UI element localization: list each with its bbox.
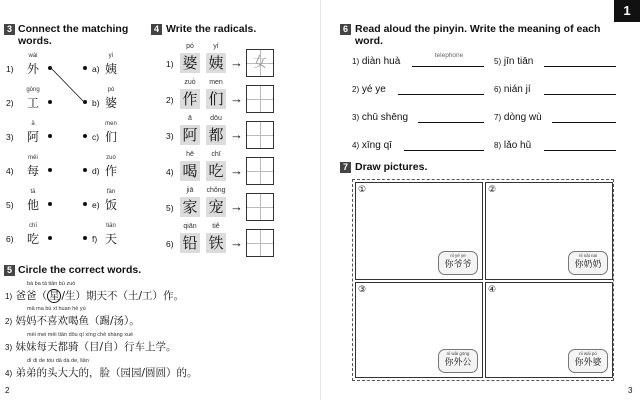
radical-answer-box[interactable] bbox=[246, 121, 274, 149]
match-dot[interactable] bbox=[83, 66, 87, 70]
char-cell: 铅 bbox=[180, 233, 200, 253]
sentence-text bbox=[5, 365, 198, 380]
char-cell: 作 bbox=[180, 89, 200, 109]
char-cell: 宠 bbox=[206, 197, 226, 217]
item-number: 1) bbox=[6, 64, 14, 74]
char-cell: 吃 bbox=[206, 161, 226, 181]
drawing-cell[interactable] bbox=[355, 182, 483, 280]
item-number: 5) bbox=[494, 57, 502, 66]
bubble-characters: 你外婆 bbox=[574, 358, 602, 368]
item-pinyin: zuò bbox=[106, 155, 116, 161]
sentence-part: 爸爸（ bbox=[15, 290, 47, 302]
bubble-pinyin: nǐ yé ye bbox=[450, 253, 466, 258]
item-number: 3) bbox=[352, 113, 360, 122]
row-number: 6) bbox=[166, 239, 174, 249]
match-dot[interactable] bbox=[83, 100, 87, 104]
meaning-answer-line[interactable] bbox=[398, 94, 484, 95]
section-5-number: 5 bbox=[4, 265, 15, 276]
meaning-answer-line[interactable] bbox=[404, 150, 484, 151]
item-pinyin: pó bbox=[107, 87, 115, 93]
bubble-characters: 你奶奶 bbox=[574, 260, 602, 270]
drawing-cell[interactable] bbox=[485, 282, 613, 378]
item-pinyin: gōng bbox=[26, 87, 40, 93]
pinyin-word: jīn tiān bbox=[503, 56, 534, 67]
char-pinyin: yí bbox=[213, 43, 219, 50]
item-number: 2) bbox=[6, 98, 14, 108]
item-character: 外 bbox=[27, 62, 40, 76]
sentence-number: 3) bbox=[5, 343, 13, 352]
match-dot[interactable] bbox=[83, 236, 87, 240]
item-character: 每 bbox=[27, 164, 40, 178]
meaning-answer-line[interactable] bbox=[544, 66, 616, 67]
sentence-number: 4) bbox=[5, 369, 13, 378]
char-cell: 喝 bbox=[180, 161, 200, 181]
sentence-pinyin: dì di de tóu dà dà de, liǎn bbox=[27, 358, 89, 364]
section-6-title-line2: word. bbox=[355, 35, 383, 47]
char-cell: 都 bbox=[206, 125, 226, 145]
match-dot[interactable] bbox=[48, 236, 52, 240]
radical-answer: 女 bbox=[253, 55, 267, 71]
char-pinyin: chī bbox=[211, 151, 221, 158]
char-pinyin: hē bbox=[186, 151, 194, 158]
item-number: 6) bbox=[6, 234, 14, 244]
meaning-answer-line[interactable] bbox=[544, 94, 616, 95]
radical-answer-box[interactable] bbox=[246, 85, 274, 113]
item-pinyin: ā bbox=[31, 121, 35, 127]
item-letter: f) bbox=[92, 234, 98, 244]
bubble-characters: 你爷爷 bbox=[444, 260, 472, 270]
item-pinyin: wài bbox=[28, 53, 38, 59]
item-number: 7) bbox=[494, 113, 502, 122]
item-letter: b) bbox=[92, 98, 100, 108]
section-6-title bbox=[355, 23, 600, 47]
section-4-title: Write the radicals. bbox=[166, 23, 257, 35]
bubble-characters: 你外公 bbox=[444, 358, 472, 368]
item-character: 工 bbox=[27, 96, 40, 110]
match-dot[interactable] bbox=[48, 134, 52, 138]
cell-number: ④ bbox=[488, 284, 497, 294]
item-character: 饭 bbox=[105, 198, 118, 212]
char-cell: 家 bbox=[180, 197, 200, 217]
speech-bubble bbox=[438, 251, 478, 275]
row-number: 3) bbox=[166, 131, 174, 141]
section-6-title-line1: Read aloud the pinyin. Write the meaning of each bbox=[355, 23, 601, 35]
cell-number: ① bbox=[358, 184, 367, 194]
match-dot[interactable] bbox=[48, 168, 52, 172]
radical-answer-box[interactable] bbox=[246, 49, 274, 77]
match-dot[interactable] bbox=[83, 168, 87, 172]
item-letter: c) bbox=[92, 132, 100, 142]
item-character: 婆 bbox=[105, 96, 118, 110]
pinyin-word: nián jí bbox=[503, 84, 531, 95]
section-6-number: 6 bbox=[340, 24, 351, 35]
item-number: 1) bbox=[352, 57, 360, 66]
row-number: 4) bbox=[166, 167, 174, 177]
pinyin-item bbox=[494, 112, 542, 123]
char-pinyin: chǒng bbox=[206, 187, 226, 194]
char-pinyin: ā bbox=[188, 115, 192, 122]
item-number: 2) bbox=[352, 85, 360, 94]
char-cell: 们 bbox=[206, 89, 226, 109]
item-pinyin: tā bbox=[30, 189, 36, 195]
item-number: 6) bbox=[494, 85, 502, 94]
item-character: 阿 bbox=[27, 130, 40, 144]
arrow-icon: → bbox=[230, 127, 243, 142]
pinyin-word: chū shēng bbox=[361, 112, 409, 123]
item-character: 他 bbox=[27, 198, 40, 212]
pinyin-item bbox=[352, 140, 392, 151]
pinyin-word: dòng wù bbox=[503, 112, 542, 123]
radical-answer-box[interactable] bbox=[246, 229, 274, 257]
arrow-icon: → bbox=[230, 55, 243, 70]
speech-bubble bbox=[438, 349, 478, 373]
section-3-title-line1: Connect the matching bbox=[18, 23, 129, 35]
item-letter: e) bbox=[92, 200, 100, 210]
row-number: 1) bbox=[166, 59, 174, 69]
pinyin-item bbox=[352, 84, 386, 95]
pinyin-item bbox=[352, 112, 408, 123]
pinyin-word: xīng qī bbox=[361, 140, 392, 151]
section-3-title-line2: words. bbox=[18, 35, 52, 47]
page-number-right: 3 bbox=[628, 386, 633, 395]
sentence-pinyin: bà ba tā tiān bù zuò bbox=[27, 281, 76, 287]
meaning-answer-line[interactable] bbox=[544, 150, 616, 151]
sentence-number: 1) bbox=[5, 292, 13, 301]
sentence-part: /生）期天不（土/工）作。 bbox=[61, 290, 185, 302]
pinyin-word: yé ye bbox=[361, 84, 386, 95]
match-dot[interactable] bbox=[83, 134, 87, 138]
sentence-part[interactable]: 弟弟的头大大的，脸（园园/圆圆）的。 bbox=[15, 367, 198, 379]
unit-tab: 1 bbox=[614, 0, 640, 22]
match-dot[interactable] bbox=[83, 202, 87, 206]
row-number: 5) bbox=[166, 203, 174, 213]
char-pinyin: jiā bbox=[186, 187, 194, 194]
char-pinyin: qiān bbox=[183, 223, 197, 230]
item-pinyin: tiān bbox=[106, 223, 116, 229]
sentence-part[interactable]: 妹妹每天都骑（目/自）行车上学。 bbox=[15, 341, 177, 353]
char-cell: 婆 bbox=[180, 53, 200, 73]
sentence-pinyin: mā ma bù xǐ huan hē yú bbox=[27, 306, 86, 312]
pinyin-item bbox=[494, 84, 531, 95]
char-pinyin: tiě bbox=[212, 223, 220, 230]
section-7-number: 7 bbox=[340, 162, 351, 173]
arrow-icon: → bbox=[230, 91, 243, 106]
sentence-part[interactable]: 妈妈不喜欢喝鱼（踢/汤）。 bbox=[15, 315, 140, 327]
pinyin-word: diàn huà bbox=[361, 56, 401, 67]
sentence-pinyin: mèi mei měi tiān dōu qí xíng chē shàng xué bbox=[27, 332, 134, 338]
item-character: 姨 bbox=[105, 62, 118, 76]
pinyin-item bbox=[494, 140, 531, 151]
arrow-icon: → bbox=[230, 235, 243, 250]
match-dot[interactable] bbox=[48, 100, 52, 104]
arrow-icon: → bbox=[230, 199, 243, 214]
drawing-cell[interactable] bbox=[485, 182, 613, 280]
item-pinyin: fàn bbox=[106, 189, 116, 195]
row-number: 2) bbox=[166, 95, 174, 105]
radical-answer-box[interactable] bbox=[246, 157, 274, 185]
matching-line bbox=[50, 67, 83, 101]
sentence-number: 2) bbox=[5, 317, 13, 326]
meaning-answer-line[interactable] bbox=[552, 122, 616, 123]
item-number: 3) bbox=[6, 132, 14, 142]
item-character: 作 bbox=[105, 164, 118, 178]
item-character: 吃 bbox=[27, 232, 40, 246]
char-pinyin: dōu bbox=[210, 115, 222, 122]
item-pinyin: men bbox=[105, 121, 117, 127]
circled-answer[interactable]: 星 bbox=[48, 290, 60, 302]
sentence-text bbox=[5, 313, 140, 328]
sentence-text bbox=[5, 288, 184, 303]
drawing-area bbox=[352, 179, 614, 381]
char-cell: 阿 bbox=[180, 125, 200, 145]
meaning-answer-line[interactable] bbox=[412, 66, 484, 67]
section-5-title: Circle the correct words. bbox=[18, 264, 142, 276]
drawing-cell[interactable] bbox=[355, 282, 483, 378]
pinyin-word: lǎo hǔ bbox=[503, 140, 532, 151]
sentence-text bbox=[5, 339, 177, 354]
section-7-title: Draw pictures. bbox=[355, 161, 428, 173]
char-pinyin: men bbox=[209, 79, 223, 86]
item-letter: d) bbox=[92, 166, 100, 176]
page-number-left: 2 bbox=[5, 386, 10, 395]
item-number: 4) bbox=[6, 166, 14, 176]
item-number: 4) bbox=[352, 141, 360, 150]
item-character: 们 bbox=[105, 130, 118, 144]
item-letter: a) bbox=[92, 64, 100, 74]
item-pinyin: měi bbox=[28, 155, 38, 161]
item-number: 5) bbox=[6, 200, 14, 210]
item-number: 8) bbox=[494, 141, 502, 150]
char-pinyin: pó bbox=[186, 43, 194, 50]
item-character: 天 bbox=[105, 232, 118, 246]
pinyin-item bbox=[494, 56, 533, 67]
meaning-answer: telephone bbox=[434, 52, 464, 59]
section-3-number: 3 bbox=[4, 24, 15, 35]
meaning-answer-line[interactable] bbox=[418, 122, 484, 123]
char-cell: 姨 bbox=[206, 53, 226, 73]
speech-bubble bbox=[568, 349, 608, 373]
speech-bubble bbox=[568, 251, 608, 275]
radical-answer-box[interactable] bbox=[246, 193, 274, 221]
section-4-number: 4 bbox=[151, 24, 162, 35]
arrow-icon: → bbox=[230, 163, 243, 178]
char-cell: 铁 bbox=[206, 233, 226, 253]
pinyin-item bbox=[352, 56, 400, 67]
item-pinyin: chī bbox=[28, 223, 37, 229]
cell-number: ② bbox=[488, 184, 497, 194]
match-dot[interactable] bbox=[48, 202, 52, 206]
page-gutter bbox=[320, 0, 321, 400]
cell-number: ③ bbox=[358, 284, 367, 294]
match-dot[interactable] bbox=[48, 66, 52, 70]
bubble-pinyin: nǐ wài gōng bbox=[446, 351, 470, 356]
char-pinyin: zuò bbox=[184, 79, 196, 86]
bubble-pinyin: nǐ nǎi nai bbox=[578, 253, 597, 258]
item-pinyin: yí bbox=[108, 53, 114, 59]
bubble-pinyin: nǐ wài pó bbox=[579, 351, 597, 356]
